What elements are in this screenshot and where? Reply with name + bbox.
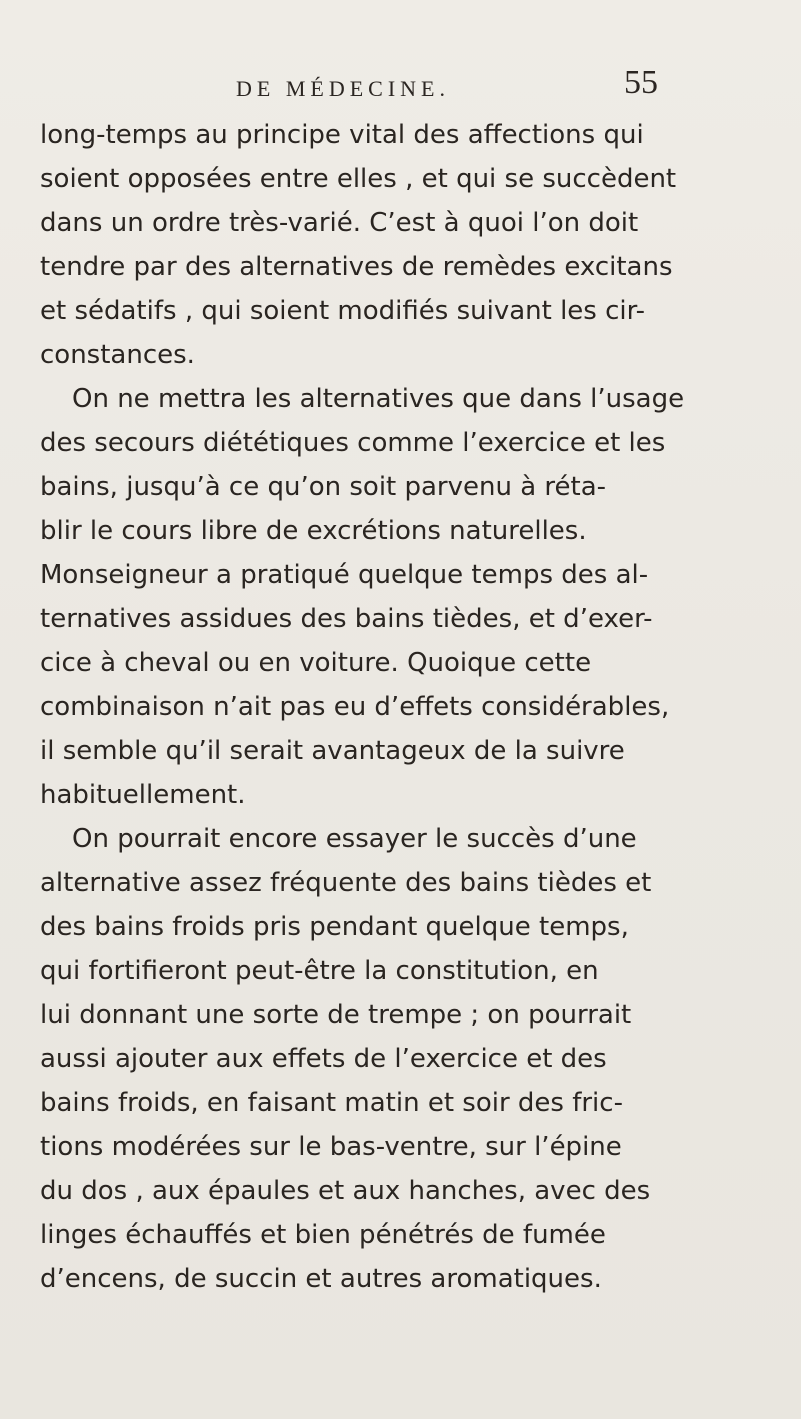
text-line: constances. — [40, 340, 195, 370]
text-line: combinaison n’ait pas eu d’effets considérables, — [40, 692, 670, 722]
text-line: des bains froids pris pendant quelque temps, — [40, 912, 629, 942]
text-line: On pourrait encore essayer le succès d’une — [72, 824, 637, 854]
page-number: 55 — [624, 64, 658, 101]
text-line: il semble qu’il serait avantageux de la suivre — [40, 736, 625, 766]
running-title: DE MÉDECINE. — [236, 76, 450, 101]
text-line: ternatives assidues des bains tièdes, et d’exer- — [40, 604, 653, 634]
text-line: et sédatifs , qui soient modifiés suivant les cir- — [40, 296, 646, 326]
text-line: alternative assez fréquente des bains tièdes et — [40, 868, 652, 898]
text-line: long-temps au principe vital des affections qui — [40, 120, 644, 150]
text-line: On ne mettra les alternatives que dans l’usage — [72, 384, 685, 414]
text-line: linges échauffés et bien pénétrés de fumée — [40, 1220, 606, 1250]
text-line: Monseigneur a pratiqué quelque temps des al- — [40, 560, 649, 590]
text-line: tendre par des alternatives de remèdes excitans — [40, 252, 673, 282]
text-line: qui fortifieront peut-être la constitution, en — [40, 956, 599, 986]
text-line: des secours diététiques comme l’exercice et les — [40, 428, 666, 458]
text-line: cice à cheval ou en voiture. Quoique cette — [40, 648, 592, 678]
text-line: blir le cours libre de excrétions naturelles. — [40, 516, 587, 546]
text-line: habituellement. — [40, 780, 246, 810]
text-line: bains froids, en faisant matin et soir des fric- — [40, 1088, 623, 1118]
text-line: tions modérées sur le bas-ventre, sur l’épine — [40, 1132, 622, 1162]
text-line: lui donnant une sorte de trempe ; on pourrait — [40, 1000, 632, 1030]
text-line: dans un ordre très-varié. C’est à quoi l’on doit — [40, 208, 639, 238]
text-line: soient opposées entre elles , et qui se succèdent — [40, 164, 677, 194]
text-line: aussi ajouter aux effets de l’exercice et des — [40, 1044, 607, 1074]
text-line: du dos , aux épaules et aux hanches, avec des — [40, 1176, 651, 1206]
text-line: bains, jusqu’à ce qu’on soit parvenu à réta- — [40, 472, 607, 502]
text-line: d’encens, de succin et autres aromatiques. — [40, 1264, 602, 1294]
running-head — [0, 64, 801, 104]
